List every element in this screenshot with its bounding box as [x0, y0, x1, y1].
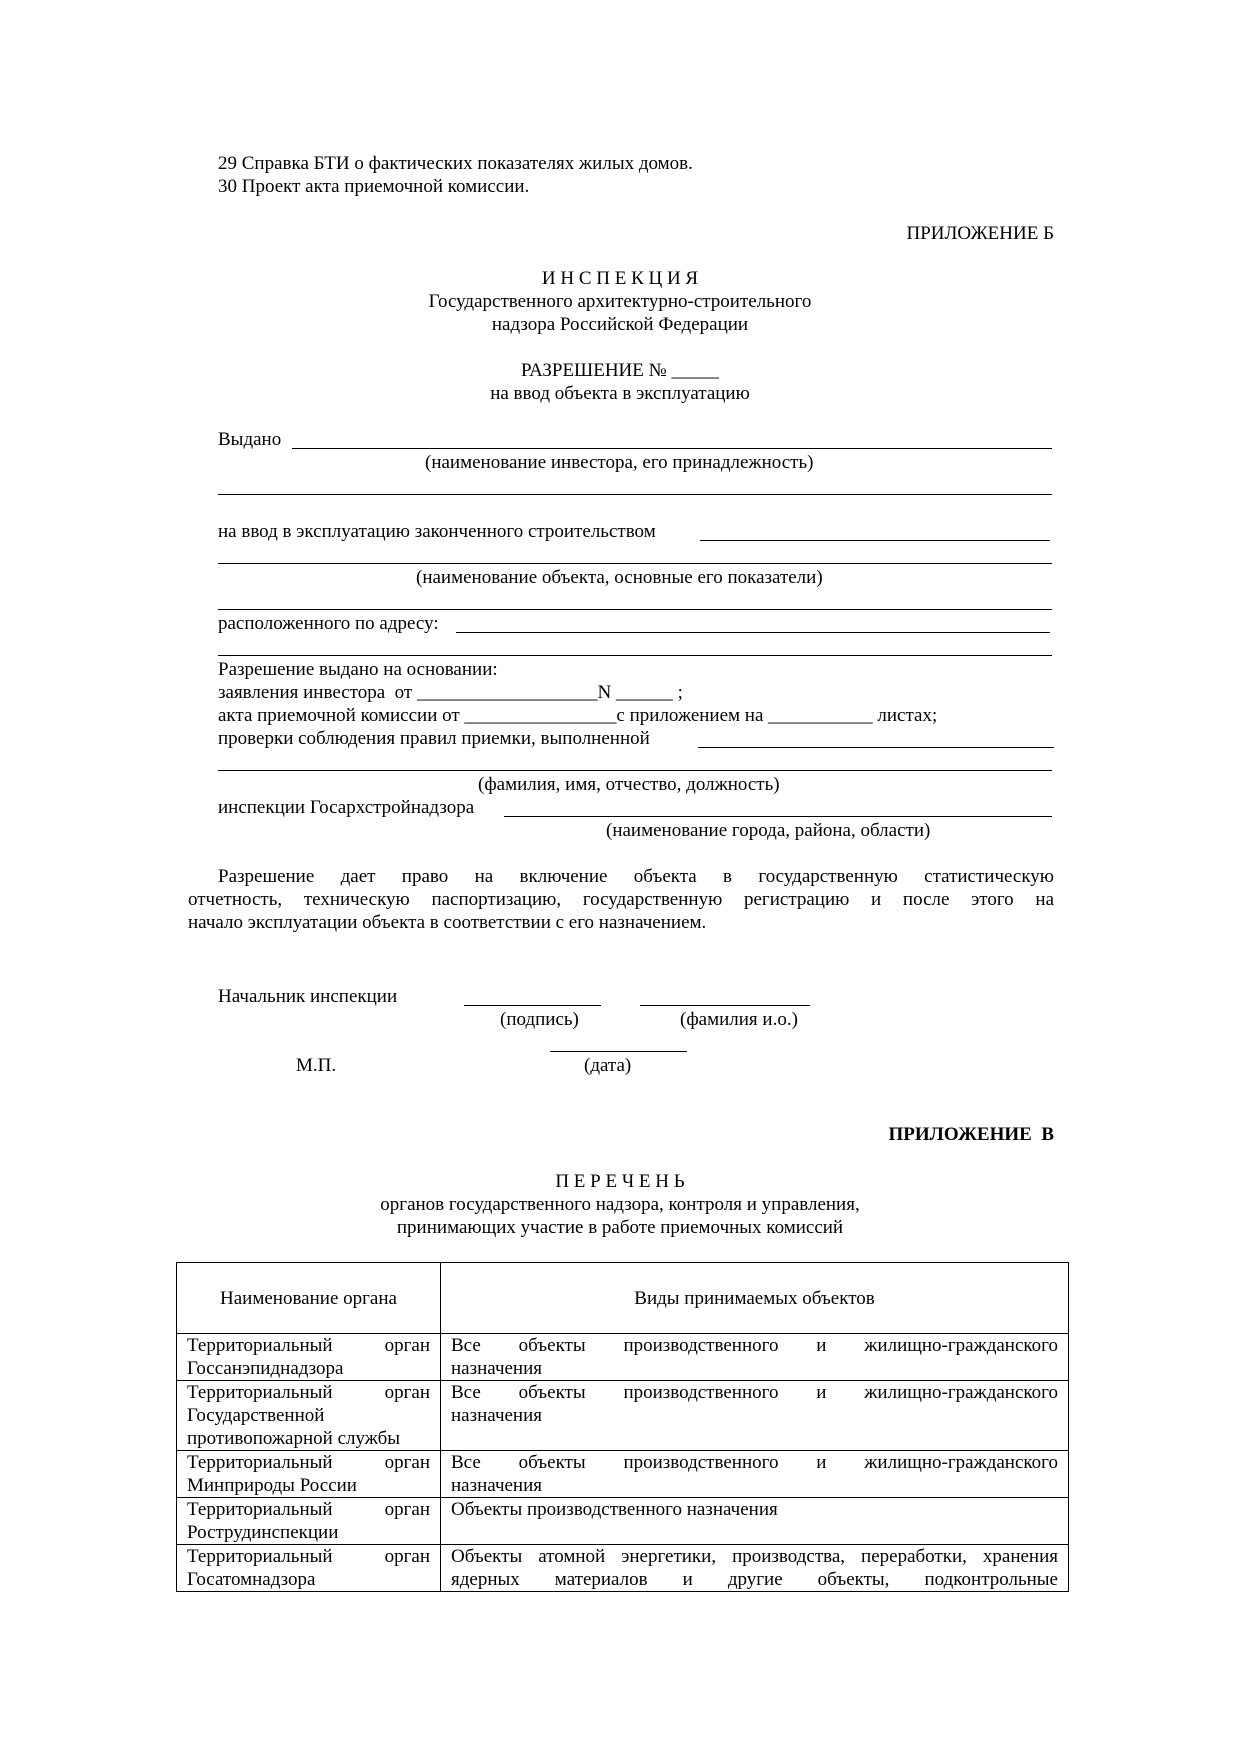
list-item-29: 29 Справка БТИ о фактических показателях жилых домов.	[218, 153, 693, 174]
table-row	[177, 1381, 1069, 1451]
blank-line	[218, 563, 1052, 564]
organ-cell	[177, 1334, 441, 1381]
basis-line-3: проверки соблюдения правил приемки, выполненной	[218, 728, 650, 749]
basis-title: Разрешение выдано на основании:	[218, 659, 498, 680]
chief-label: Начальник инспекции	[218, 986, 398, 1007]
organ-line: Территориальный орган	[187, 1499, 430, 1520]
stamp-label: М.П.	[296, 1055, 337, 1076]
date-line	[550, 1051, 687, 1052]
table-row	[177, 1498, 1069, 1545]
organ-line: противопожарной службы	[187, 1428, 401, 1449]
organ-line: Госсанэпиднадзора	[187, 1358, 344, 1379]
objects-line: назначения	[451, 1475, 543, 1496]
date-hint: (дата)	[584, 1055, 632, 1076]
objects-cell	[441, 1334, 1069, 1381]
header-organ: Наименование органа	[177, 1263, 441, 1334]
objects-line: Все объекты производственного и жилищно-гражданского	[451, 1335, 1058, 1356]
object-line	[700, 540, 1050, 541]
investor-hint: (наименование инвестора, его принадлежность)	[425, 452, 814, 473]
name-hint: (фамилия и.о.)	[680, 1009, 798, 1030]
list-item-30: 30 Проект акта приемочной комиссии.	[218, 176, 530, 197]
table-row	[177, 1545, 1069, 1592]
organ-cell	[177, 1545, 441, 1592]
organ-line: Госатомнадзора	[187, 1569, 316, 1590]
objects-line: назначения	[451, 1358, 543, 1379]
objects-line: Объекты атомной энергетики, производства, переработки, хранения	[451, 1546, 1058, 1567]
inspector-line	[698, 747, 1054, 748]
organ-line: Рострудинспекции	[187, 1522, 339, 1543]
organ-line: Государственной	[187, 1405, 325, 1426]
organ-line: Территориальный орган	[187, 1546, 430, 1567]
address-label: расположенного по адресу:	[218, 613, 439, 634]
org-line-2: надзора Российской Федерации	[491, 314, 749, 335]
signature-hint: (подпись)	[500, 1009, 579, 1030]
objects-cell	[441, 1498, 1069, 1545]
table-row	[177, 1334, 1069, 1381]
name-line	[640, 1005, 810, 1006]
appendix-b-label: ПРИЛОЖЕНИЕ Б	[906, 223, 1054, 244]
organs-table	[176, 1262, 1069, 1592]
blank-line	[218, 609, 1052, 610]
list-subtitle-1: органов государственного надзора, контроля и управления,	[380, 1194, 860, 1215]
organ-line: Территориальный орган	[187, 1335, 430, 1356]
organ-cell	[177, 1451, 441, 1498]
organ-cell	[177, 1381, 441, 1451]
header-objects: Виды принимаемых объектов	[441, 1263, 1069, 1334]
issued-to-label: Выдано	[218, 429, 282, 450]
list-subtitle-2: принимающих участие в работе приемочных комиссий	[396, 1217, 844, 1238]
list-title-spaced: П Е Р Е Ч Е Н Ь	[555, 1171, 685, 1192]
objects-line: назначения	[451, 1405, 543, 1426]
appendix-v-label: ПРИЛОЖЕНИЕ В	[888, 1124, 1054, 1145]
blank-line	[218, 770, 1052, 771]
objects-cell	[441, 1545, 1069, 1592]
organ-line: Территориальный орган	[187, 1382, 430, 1403]
object-hint: (наименование объекта, основные его показатели)	[416, 567, 823, 588]
table-header-row	[177, 1263, 1069, 1334]
organ-cell	[177, 1498, 441, 1545]
person-hint: (фамилия, имя, отчество, должность)	[478, 774, 780, 795]
basis-line-1: заявления инвестора от ___________________N ______ ;	[218, 682, 683, 703]
objects-line: Объекты производственного назначения	[451, 1499, 778, 1520]
city-hint: (наименование города, района, области)	[606, 820, 931, 841]
signature-line	[464, 1005, 601, 1006]
issued-to-line	[292, 448, 1052, 449]
objects-line: ядерных материалов и другие объекты, подконтрольные	[451, 1569, 1058, 1590]
organ-line: Минприроды России	[187, 1475, 357, 1496]
commission-text: на ввод в эксплуатацию законченного строительством	[218, 521, 656, 542]
address-line	[456, 632, 1050, 633]
paragraph-line: начало эксплуатации объекта в соответствии с его назначением.	[188, 912, 707, 933]
blank-line	[218, 494, 1052, 495]
permit-paragraph	[188, 865, 1054, 934]
paragraph-line: отчетность, техническую паспортизацию, государственную регистрацию и после этого на	[188, 889, 1054, 910]
org-name-spaced: И Н С П Е К Ц И Я	[541, 268, 699, 289]
objects-cell	[441, 1451, 1069, 1498]
objects-line: Все объекты производственного и жилищно-гражданского	[451, 1452, 1058, 1473]
permit-subtitle: на ввод объекта в эксплуатацию	[490, 383, 750, 404]
org-line-1: Государственного архитектурно-строительного	[428, 291, 812, 312]
basis-line-2: акта приемочной комиссии от ________________с приложением на ___________ листах;	[218, 705, 938, 726]
objects-cell	[441, 1381, 1069, 1451]
objects-line: Все объекты производственного и жилищно-гражданского	[451, 1382, 1058, 1403]
table-row	[177, 1451, 1069, 1498]
inspection-line	[504, 816, 1052, 817]
permit-title: РАЗРЕШЕНИЕ № _____	[520, 360, 720, 381]
paragraph-line: Разрешение дает право на включение объекта в государственную статистическую	[218, 866, 1054, 887]
organ-line: Территориальный орган	[187, 1452, 430, 1473]
blank-line	[218, 655, 1052, 656]
inspection-label: инспекции Госархстройнадзора	[218, 797, 475, 818]
